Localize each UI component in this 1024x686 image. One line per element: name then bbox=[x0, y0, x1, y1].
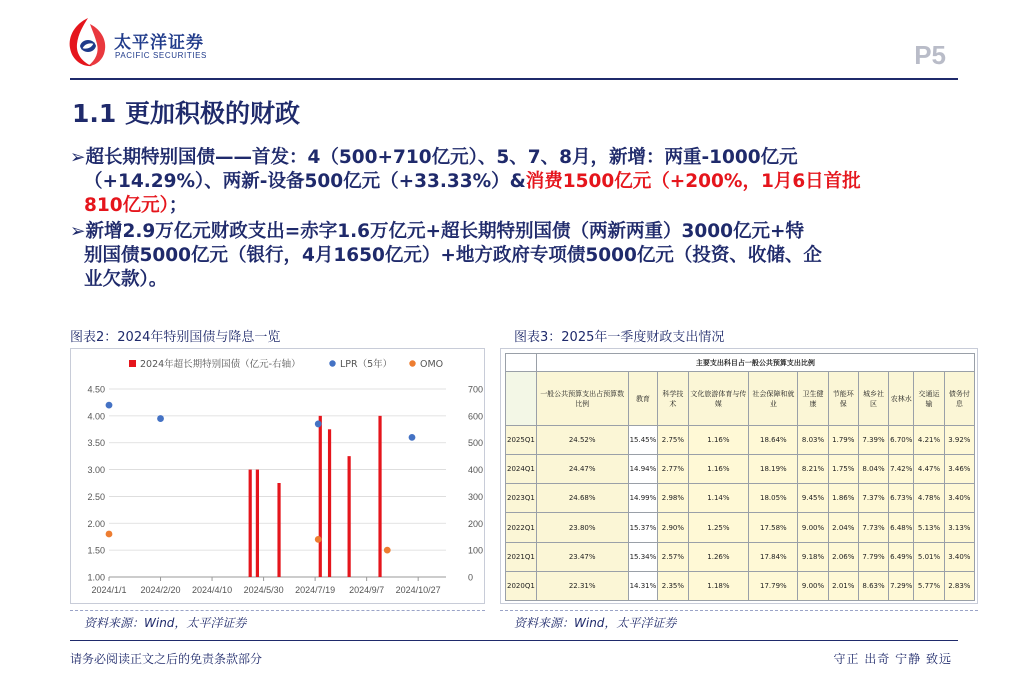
table-cell: 9.00% bbox=[798, 513, 828, 542]
bond-issuance-bar bbox=[256, 470, 259, 577]
left-axis-tick-label: 4.00 bbox=[87, 411, 105, 422]
chart-canvas bbox=[71, 349, 484, 603]
lpr-point bbox=[315, 421, 322, 428]
table-header-cell: 农林水 bbox=[889, 372, 914, 426]
bond-issuance-bar bbox=[249, 470, 252, 577]
footer-divider bbox=[70, 640, 958, 641]
table-cell: 22.31% bbox=[536, 571, 628, 600]
left-axis-tick-label: 2.00 bbox=[87, 518, 105, 529]
bullet-line: 业欠款）。 bbox=[84, 269, 168, 290]
table-row-period: 2020Q1 bbox=[506, 571, 537, 600]
table-cell: 1.18% bbox=[688, 571, 749, 600]
highlight-text: 810亿元） bbox=[84, 195, 169, 216]
table-header-cell: 节能环保 bbox=[828, 372, 858, 426]
section-title: 1.1 更加积极的财政 bbox=[72, 99, 300, 128]
figure2-title: 图表2：2024年特别国债与降息一览 bbox=[70, 330, 281, 345]
omo-point bbox=[384, 547, 391, 554]
pacific-securities-logo-icon bbox=[66, 14, 110, 70]
table-cell: 8.04% bbox=[858, 455, 888, 484]
legend-label: LPR（5年） bbox=[340, 359, 393, 370]
table-header-cell: 城乡社区 bbox=[858, 372, 888, 426]
legend-swatch bbox=[329, 360, 335, 366]
x-axis-tick-label: 2024/9/7 bbox=[349, 585, 385, 595]
table-cell: 2.35% bbox=[658, 571, 688, 600]
table-cell: 2.83% bbox=[944, 571, 974, 600]
left-axis-tick-label: 2.50 bbox=[87, 491, 105, 502]
table-cell: 23.47% bbox=[536, 542, 628, 571]
table-cell: 5.77% bbox=[914, 571, 944, 600]
table-cell: 3.13% bbox=[944, 513, 974, 542]
lpr-point bbox=[409, 434, 416, 441]
left-axis-tick-label: 1.50 bbox=[87, 545, 105, 556]
table-row bbox=[506, 513, 975, 542]
table-cell: 4.47% bbox=[914, 455, 944, 484]
bond-issuance-bar bbox=[348, 456, 351, 577]
left-axis-tick-label: 4.50 bbox=[87, 384, 105, 395]
table-cell: 23.80% bbox=[536, 513, 628, 542]
right-axis-tick-label: 300 bbox=[468, 491, 484, 502]
table-cell: 18.19% bbox=[749, 455, 798, 484]
table-cell: 8.63% bbox=[858, 571, 888, 600]
table-header-cell: 文化旅游体育与传媒 bbox=[688, 372, 749, 426]
bullet-line bbox=[70, 170, 950, 194]
table-cell: 14.94% bbox=[628, 455, 658, 484]
legend-swatch bbox=[129, 360, 136, 367]
bullet-special-bonds bbox=[70, 146, 950, 218]
table-row-period: 2021Q1 bbox=[506, 542, 537, 571]
table-cell: 6.49% bbox=[889, 542, 914, 571]
legend-swatch bbox=[409, 360, 415, 366]
source-divider bbox=[70, 610, 485, 611]
table-cell: 2.90% bbox=[658, 513, 688, 542]
table-row-period: 2025Q1 bbox=[506, 426, 537, 455]
table-cell: 24.68% bbox=[536, 484, 628, 513]
table-cell: 4.78% bbox=[914, 484, 944, 513]
x-axis-tick-label: 2024/7/19 bbox=[295, 585, 336, 595]
table-cell: 1.16% bbox=[688, 426, 749, 455]
page-number: P5 bbox=[914, 40, 946, 70]
table-cell: 1.26% bbox=[688, 542, 749, 571]
table-cell: 18.05% bbox=[749, 484, 798, 513]
x-axis-tick-label: 2024/10/27 bbox=[395, 585, 441, 595]
logo-chinese-name: 太平洋证券 bbox=[114, 33, 204, 53]
table-cell: 18.64% bbox=[749, 426, 798, 455]
table-cell: 4.21% bbox=[914, 426, 944, 455]
table-header-cell: 卫生健康 bbox=[798, 372, 828, 426]
right-axis-tick-label: 100 bbox=[468, 545, 484, 556]
right-axis-tick-label: 500 bbox=[468, 438, 484, 449]
table-row bbox=[506, 571, 975, 600]
table-cell: 15.34% bbox=[628, 542, 658, 571]
table-cell: 8.21% bbox=[798, 455, 828, 484]
table-row-period: 2023Q1 bbox=[506, 484, 537, 513]
table-cell: 9.45% bbox=[798, 484, 828, 513]
table-cell: 7.39% bbox=[858, 426, 888, 455]
x-axis-tick-label: 2024/1/1 bbox=[91, 585, 127, 595]
right-axis-tick-label: 0 bbox=[468, 572, 474, 583]
table-cell: 1.75% bbox=[828, 455, 858, 484]
table-header-cell: 一般公共预算支出占预算数比例 bbox=[536, 372, 628, 426]
company-logo bbox=[66, 14, 206, 74]
table-cell: 2.57% bbox=[658, 542, 688, 571]
table-cell: 3.92% bbox=[944, 426, 974, 455]
bullet-text: （+14.29%）、两新-设备500亿元（+33.33%）& bbox=[84, 171, 526, 192]
lpr-point bbox=[157, 415, 164, 422]
header-divider bbox=[70, 78, 958, 80]
right-axis-tick-label: 400 bbox=[468, 465, 484, 476]
table-title-row bbox=[506, 354, 975, 372]
right-axis-tick-label: 600 bbox=[468, 411, 484, 422]
table-header-cell: 债务付息 bbox=[944, 372, 974, 426]
table-cell: 7.37% bbox=[858, 484, 888, 513]
table-cell: 7.79% bbox=[858, 542, 888, 571]
table-cell: 24.47% bbox=[536, 455, 628, 484]
bond-issuance-bar bbox=[328, 429, 331, 577]
table-cell: 24.52% bbox=[536, 426, 628, 455]
table-cell: 2.75% bbox=[658, 426, 688, 455]
special-bonds-rate-chart bbox=[70, 348, 485, 604]
source-divider bbox=[500, 610, 978, 611]
left-axis-tick-label: 3.00 bbox=[87, 465, 105, 476]
bullet-text: ； bbox=[168, 195, 188, 216]
highlight-text: 消费1500亿元（+200%，1月6日首批 bbox=[525, 171, 861, 192]
table-cell: 1.25% bbox=[688, 513, 749, 542]
table-cell: 3.46% bbox=[944, 455, 974, 484]
table-cell: 6.73% bbox=[889, 484, 914, 513]
figure3-source: 资料来源：Wind，太平洋证券 bbox=[514, 616, 677, 630]
table-cell: 15.37% bbox=[628, 513, 658, 542]
legend-label: OMO bbox=[420, 359, 444, 370]
footer-disclaimer: 请务必阅读正文之后的免责条款部分 bbox=[70, 652, 263, 666]
table-cell: 1.86% bbox=[828, 484, 858, 513]
table-cell: 17.58% bbox=[749, 513, 798, 542]
bond-issuance-bar bbox=[319, 416, 322, 577]
table-cell: 15.45% bbox=[628, 426, 658, 455]
table-cell: 14.99% bbox=[628, 484, 658, 513]
table-cell: 9.00% bbox=[798, 571, 828, 600]
table-header-cell: 科学技术 bbox=[658, 372, 688, 426]
table-row bbox=[506, 426, 975, 455]
table-header-cell: 交通运输 bbox=[914, 372, 944, 426]
x-axis-tick-label: 2024/5/30 bbox=[243, 585, 284, 595]
fiscal-spending-table bbox=[505, 353, 975, 601]
table-row bbox=[506, 484, 975, 513]
bond-issuance-bar bbox=[277, 483, 280, 577]
right-axis-tick-label: 700 bbox=[468, 384, 484, 395]
table-cell: 17.84% bbox=[749, 542, 798, 571]
lpr-point bbox=[106, 402, 113, 409]
x-axis-tick-label: 2024/2/20 bbox=[140, 585, 181, 595]
table-row-period: 2024Q1 bbox=[506, 455, 537, 484]
table-cell: 2.04% bbox=[828, 513, 858, 542]
omo-point bbox=[315, 536, 322, 543]
bullet-line: 别国债5000亿元（银行，4月1650亿元）+地方政府专项债5000亿元（投资、收储、企 bbox=[84, 245, 822, 266]
table-header-cell: 教育 bbox=[628, 372, 658, 426]
left-axis-tick-label: 1.00 bbox=[87, 572, 105, 583]
table-cell: 3.40% bbox=[944, 484, 974, 513]
table-row bbox=[506, 542, 975, 571]
table-cell: 6.70% bbox=[889, 426, 914, 455]
table-cell: 1.16% bbox=[688, 455, 749, 484]
bullet-line: ➢新增2.9万亿元财政支出=赤字1.6万亿元+超长期特别国债（两新两重）3000亿元+特 bbox=[70, 221, 805, 242]
bullet-line: ➢超长期特别国债——首发：4（500+710亿元）、5、7、8月，新增：两重-1000亿元 bbox=[70, 147, 798, 168]
table-row-period: 2022Q1 bbox=[506, 513, 537, 542]
table-cell: 2.98% bbox=[658, 484, 688, 513]
table-cell: 14.31% bbox=[628, 571, 658, 600]
bullet-fiscal-spending bbox=[70, 220, 950, 292]
table-cell: 2.06% bbox=[828, 542, 858, 571]
bullet-line bbox=[70, 194, 950, 218]
figure2-source: 资料来源：Wind，太平洋证券 bbox=[84, 616, 247, 630]
table-cell: 5.13% bbox=[914, 513, 944, 542]
legend-label: 2024年超长期特别国债（亿元-右轴） bbox=[140, 359, 301, 370]
table-header-cell bbox=[506, 372, 537, 426]
bond-issuance-bar bbox=[378, 416, 381, 577]
table-cell: 6.48% bbox=[889, 513, 914, 542]
table-cell: 2.77% bbox=[658, 455, 688, 484]
omo-point bbox=[106, 531, 113, 538]
table-cell: 5.01% bbox=[914, 542, 944, 571]
table-cell: 17.79% bbox=[749, 571, 798, 600]
table-corner-cell bbox=[506, 354, 537, 372]
table-cell: 7.42% bbox=[889, 455, 914, 484]
table-cell: 7.29% bbox=[889, 571, 914, 600]
footer-motto: 守正 出奇 宁静 致远 bbox=[833, 652, 952, 666]
table-cell: 7.73% bbox=[858, 513, 888, 542]
left-axis-tick-label: 3.50 bbox=[87, 438, 105, 449]
x-axis-tick-label: 2024/4/10 bbox=[192, 585, 233, 595]
table-cell: 1.79% bbox=[828, 426, 858, 455]
table-cell: 8.03% bbox=[798, 426, 828, 455]
table-header-row bbox=[506, 372, 975, 426]
figure3-title: 图表3：2025年一季度财政支出情况 bbox=[514, 330, 725, 345]
table-title: 主要支出科目占一般公共预算支出比例 bbox=[536, 354, 974, 372]
logo-english-name: PACIFIC SECURITIES bbox=[115, 51, 207, 60]
table-header-cell: 社会保障和就业 bbox=[749, 372, 798, 426]
table-row bbox=[506, 455, 975, 484]
table-cell: 1.14% bbox=[688, 484, 749, 513]
table-cell: 2.01% bbox=[828, 571, 858, 600]
table-cell: 9.18% bbox=[798, 542, 828, 571]
table-cell: 3.40% bbox=[944, 542, 974, 571]
right-axis-tick-label: 200 bbox=[468, 518, 484, 529]
bullet-list bbox=[70, 146, 950, 294]
fiscal-spending-table-container bbox=[500, 348, 978, 604]
